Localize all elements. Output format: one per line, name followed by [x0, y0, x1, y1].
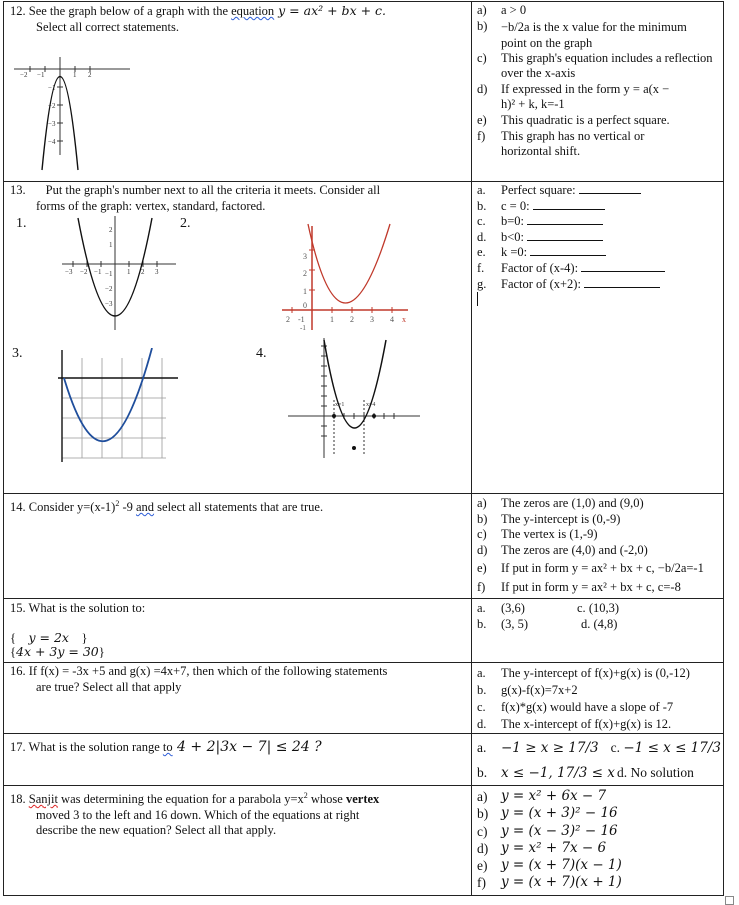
tick-label: −1 [37, 71, 45, 79]
q15-prompt: 15. What is the solution to: { y = 2x } {4x + 3y = 30} [10, 601, 465, 659]
rule [3, 1, 4, 896]
q13-answers [477, 183, 721, 306]
rule [3, 662, 723, 663]
graph-label: 2. [180, 216, 191, 231]
rule [3, 181, 723, 182]
q18-answers [477, 788, 721, 892]
answer-option[interactable]: a. Perfect square: [477, 183, 721, 199]
tick-label: 2 [303, 269, 307, 278]
rule [723, 1, 724, 896]
tick-label: -1 [300, 324, 306, 332]
tick-label: 3 [155, 268, 159, 276]
answer-option[interactable]: d. b<0: [477, 230, 721, 246]
answer-option[interactable]: b) y = (x + 3)² − 16 [477, 805, 618, 822]
point [372, 414, 376, 418]
answer-option[interactable]: b. (3, 5) [477, 616, 529, 631]
answer-option[interactable]: c) The vertex is (1,-9) [477, 527, 598, 542]
rule [3, 733, 723, 734]
answer-option[interactable]: c. −1 ≤ x ≤ 17/3 [610, 740, 721, 756]
answer-option[interactable]: f) This graph has no vertical or horizontal shift. [477, 128, 645, 159]
tick-label: x=4 [366, 402, 376, 408]
answer-option[interactable]: e) If put in form y = ax² + bx + c, −b/2a=-1 [477, 561, 704, 576]
parabola [308, 224, 390, 303]
text-cursor [477, 292, 478, 306]
tick-label: 1 [330, 315, 334, 324]
q14-answers [477, 496, 721, 596]
tick-label: 1 [109, 241, 113, 249]
answer-option[interactable]: d. (4,8) [581, 616, 618, 631]
point [352, 446, 356, 450]
q15-answers [477, 601, 721, 632]
tick-label: 3 [303, 252, 307, 261]
arrow-head: x [402, 315, 406, 324]
q12-prompt: 12. See the graph below of a graph with the equation y = ax² + bx + c. Select all correct statements. [10, 3, 387, 34]
q12-answers [477, 3, 721, 160]
tick-label: −4 [48, 138, 56, 146]
parabola [64, 348, 152, 441]
answer-option[interactable]: d) If expressed in the form y = a(x − h)² + k, k=-1 [477, 81, 670, 112]
tick-label: −3 [105, 300, 113, 308]
equation-system: { y = 2x } {4x + 3y = 30} [10, 629, 105, 659]
tick-label: −1 [48, 84, 56, 92]
tick-label: 3 [370, 315, 374, 324]
graph-1 [60, 214, 178, 332]
q14-prompt: 14. Consider $y=(x-1)^2$ -9 and select all statements that are true. [10, 499, 324, 515]
tick-label: −3 [65, 268, 73, 276]
tick-label: −2 [80, 268, 88, 276]
answer-option[interactable]: c) y = (x − 3)² − 16 [477, 822, 618, 839]
q17-prompt: 17. What is the solution range to 4 + 2|3x − 7| ≤ 24 ? [10, 739, 322, 755]
answer-option[interactable]: b) The y-intercept is (0,-9) [477, 511, 621, 526]
q17-answers [477, 737, 721, 784]
tick-label: 2 [141, 268, 145, 276]
answer-option[interactable]: a) a > 0 [477, 3, 527, 17]
answer-option[interactable]: e) y = (x + 7)(x − 1) [477, 857, 622, 874]
answer-option[interactable]: b. c = 0: [477, 199, 721, 215]
answer-option[interactable]: b. g(x)-f(x)=7x+2 [477, 683, 578, 697]
q12-graph [12, 55, 132, 175]
rule [3, 785, 723, 786]
tick-label: 2 [88, 71, 92, 79]
graph-3 [56, 348, 180, 466]
point [332, 414, 336, 418]
graph-2 [280, 222, 410, 334]
tick-label: 1 [127, 268, 131, 276]
answer-option[interactable]: f) If put in form y = ax² + bx + c, c=-8 [477, 579, 681, 594]
graph-label: 3. [12, 346, 23, 361]
q16-answers [477, 665, 721, 733]
rule [471, 1, 472, 896]
answer-option[interactable]: f) y = (x + 7)(x + 1) [477, 874, 622, 891]
answer-option[interactable]: c) This graph's equation includes a reflection over the x-axis [477, 50, 713, 81]
tick-label: −2 [48, 102, 56, 110]
answer-option[interactable]: d) y = x² + 7x − 6 [477, 839, 607, 856]
tick-label: −2 [105, 285, 113, 293]
table-resize-handle[interactable] [725, 896, 734, 905]
graph-label: 1. [16, 216, 27, 231]
answer-option[interactable]: d) The zeros are (4,0) and (-2,0) [477, 542, 648, 557]
link-text: equation [231, 4, 275, 18]
rule [3, 493, 723, 494]
answer-option[interactable]: a) y = x² + 6x − 7 [477, 788, 607, 804]
answer-option[interactable]: c. b=0: [477, 214, 721, 230]
q13-prompt: 13. Put the graph's number next to all the criteria it meets. Consider all forms of the graph: vertex, standard, factored. [10, 183, 381, 213]
graph-4 [284, 336, 424, 460]
answer-option[interactable]: d. The x-intercept of f(x)+g(x) is 12. [477, 717, 672, 731]
answer-option[interactable]: e) This quadratic is a perfect square. [477, 112, 670, 127]
tick-label: −3 [48, 120, 56, 128]
answer-option[interactable]: a) The zeros are (1,0) and (9,0) [477, 496, 644, 510]
answer-option[interactable]: a. The y-intercept of f(x)+g(x) is (0,-12) [477, 666, 690, 680]
rule [3, 598, 723, 599]
answer-option[interactable]: f. Factor of (x-4): [477, 261, 721, 277]
rule [3, 1, 723, 2]
tick-label: 4 [390, 315, 394, 324]
answer-option[interactable]: a. −1 ≥ x ≥ 17/3 [477, 740, 599, 756]
answer-option[interactable]: e. k =0: [477, 245, 721, 261]
rule [3, 895, 723, 896]
answer-option[interactable]: a. (3,6) [477, 601, 525, 615]
answer-option[interactable]: c. (10,3) [577, 601, 620, 615]
tick-label: 0 [303, 301, 307, 310]
tick-label: -1 [298, 315, 305, 324]
tick-label: 2 [109, 226, 113, 234]
answer-option[interactable]: b. x ≤ −1, 17/3 ≤ x [477, 765, 615, 781]
graph-label: 4. [256, 346, 267, 361]
q18-prompt: 18. Sanjit was determining the equation for a parabola $y=x^2$ whose vertex moved 3 to the left and 16 down. Which of the equations at right describe the new equation? Select all that apply. [10, 791, 380, 838]
tick-label: −2 [20, 71, 28, 79]
q16-prompt: 16. If f(x) = -3x +5 and g(x) =4x+7, then which of the following statements are true? Select all that apply [10, 664, 388, 694]
answer-option[interactable]: b) −b/2a is the x value for the minimum point on the graph [477, 18, 687, 50]
tick-label: 2 [286, 315, 290, 324]
answer-option[interactable]: d. No solution [617, 765, 694, 780]
tick-label: 2 [350, 315, 354, 324]
tick-label: −1 [105, 270, 113, 278]
tick-label: −1 [94, 268, 102, 276]
tick-label: x=1 [335, 402, 345, 408]
tick-label: 1 [303, 287, 307, 296]
answer-option[interactable]: g. Factor of (x+2): [477, 277, 721, 293]
answer-option[interactable]: c. f(x)*g(x) would have a slope of -7 [477, 700, 674, 714]
tick-label: 1 [73, 71, 77, 79]
